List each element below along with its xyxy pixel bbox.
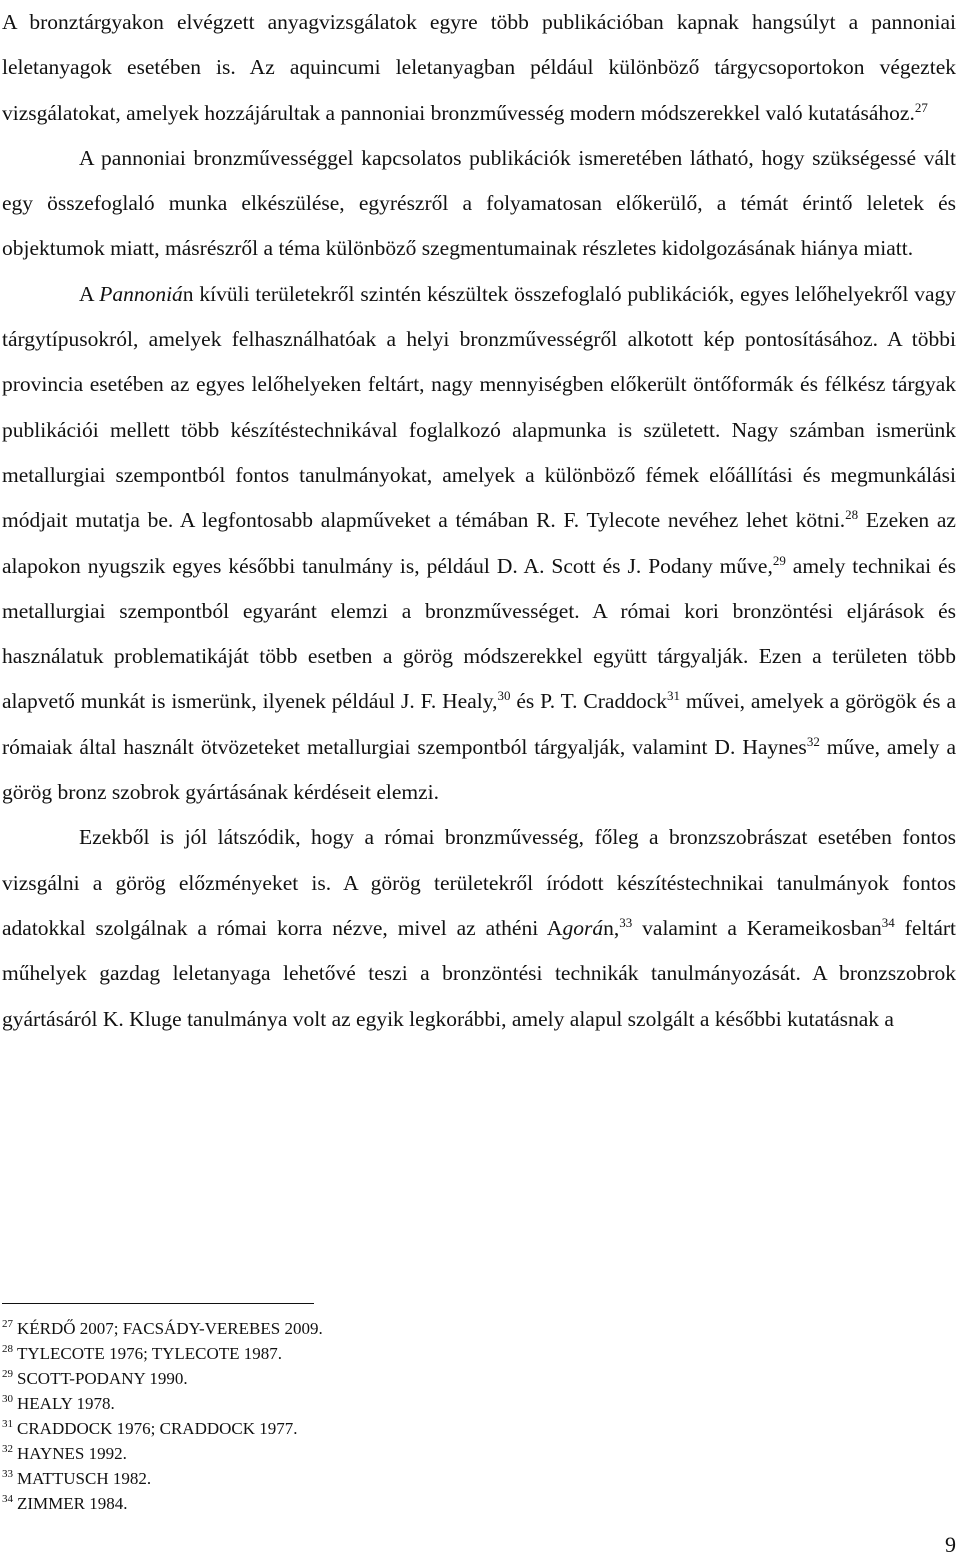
paragraph bbox=[2, 0, 956, 136]
footnote-text: MATTUSCH 1982. bbox=[17, 1469, 152, 1488]
footnote bbox=[2, 1316, 702, 1341]
footnote-number: 33 bbox=[2, 1468, 13, 1481]
footnote bbox=[2, 1416, 702, 1441]
footnote bbox=[2, 1441, 702, 1466]
footnote-ref: 27 bbox=[914, 99, 928, 115]
footnote-ref: 31 bbox=[667, 688, 681, 704]
text-run: műve, amely a görög bronz szobrok gyártásának kérdéseit elemzi. bbox=[2, 734, 956, 805]
footnote-number: 30 bbox=[2, 1393, 13, 1406]
footnote-ref: 28 bbox=[845, 507, 859, 523]
footnote bbox=[2, 1366, 702, 1391]
footnote-text: SCOTT-PODANY 1990. bbox=[17, 1369, 188, 1388]
footnote-text: TYLECOTE 1976; TYLECOTE 1987. bbox=[17, 1344, 283, 1363]
text-run: amely technikai és metallurgiai szempontból egyaránt elemzi a bronzművességet. A római kori bronzöntési eljárások és használatuk problematikáját több esetben a görög módszerekkel együtt tárgyalják. Ezen a területen több alapvető munkát is ismerünk, ilyenek például J. F. Healy, bbox=[2, 553, 956, 714]
footnote-separator bbox=[2, 1303, 314, 1304]
text-run: művei, amelyek a görögök és a rómaiak által használt ötvözeteket metallurgiai szempontból tárgyalják, valamint D. Haynes bbox=[2, 689, 956, 759]
text-run: feltárt műhelyek gazdag leletanyaga lehetővé teszi a bronzöntési technikák tanulmányozását. A bronzszobrok gyártásáról K. Kluge tanulmánya volt az egyik legkorábbi, amely alapul szolgált a későbbi kutatásnak a bbox=[2, 915, 956, 1031]
text-run: Ezekből is jól látszódik, hogy a római bronzművesség, főleg a bronzszobrászat esetében fontos vizsgálni a görög előzményeket is. A görög területekről íródott készítéstechnikai tanulmányok fontos adatokkal szolgálnak a római korra nézve, mivel az athéni A bbox=[2, 825, 956, 940]
footnote bbox=[2, 1466, 702, 1491]
footnote-number: 32 bbox=[2, 1443, 13, 1456]
page-number: 9 bbox=[945, 1532, 956, 1557]
italic-text: Pannoniá bbox=[99, 281, 183, 306]
footnote-text: CRADDOCK 1976; CRADDOCK 1977. bbox=[17, 1419, 298, 1438]
footnote-text: HEALY 1978. bbox=[17, 1394, 115, 1413]
footnote-number: 29 bbox=[2, 1368, 13, 1381]
footnote-text: KÉRDŐ 2007; FACSÁDY-VEREBES 2009. bbox=[17, 1319, 323, 1338]
paragraph bbox=[2, 815, 956, 1041]
footnote-number: 34 bbox=[2, 1493, 13, 1506]
footnote bbox=[2, 1391, 702, 1416]
paragraph bbox=[2, 136, 956, 272]
paragraph bbox=[2, 272, 956, 816]
text-run: n kívüli területekről szintén készültek összefoglaló publikációk, egyes lelőhelyekről vagy tárgytípusokról, amelyek felhasználhatóak a helyi bronzművességről alkotott kép pontosításához. A többi provincia esetében az egyes lelőhelyeken feltárt, nagy mennyiségben előkerült öntőformák és félkész tárgyak publikációi mellett több készítéstechnikával foglalkozó alapmunka is született. Nagy számban ismerünk metallurgiai szempontból fontos tanulmányokat, amelyek a különböző fémek előállítási és megmunkálási módjait mutatja be. A legfontosabb alapműveket a témában R. F. Tylecote nevéhez lehet kötni. bbox=[2, 281, 956, 533]
footnote-ref: 32 bbox=[806, 733, 820, 749]
footnote bbox=[2, 1491, 702, 1516]
text-run: Ezeken az alapokon nyugszik egyes későbbi tanulmány is, például D. A. Scott és J. Podany műve, bbox=[2, 508, 956, 578]
footnote-ref: 34 bbox=[881, 914, 895, 930]
text-run: n, bbox=[603, 915, 620, 940]
footnote-ref: 30 bbox=[497, 688, 511, 704]
footnote-number: 27 bbox=[2, 1318, 13, 1331]
text-run: A bronztárgyakon elvégzett anyagvizsgálatok egyre több publikációban kapnak hangsúlyt a pannoniai leletanyagok esetében is. Az aquincumi leletanyagban például különböző tárgycsoportokon végeztek vizsgálatokat, amelyek hozzájárultak a pannoniai bronzművesség modern módszerekkel való kutatásához. bbox=[2, 10, 956, 125]
footnote-ref: 29 bbox=[772, 552, 786, 568]
text-run: A bbox=[79, 281, 100, 306]
footnote bbox=[2, 1341, 702, 1366]
footnote-number: 28 bbox=[2, 1343, 13, 1356]
footnote-number: 31 bbox=[2, 1418, 13, 1431]
footnote-text: ZIMMER 1984. bbox=[17, 1494, 128, 1513]
text-run: és P. T. Craddock bbox=[510, 689, 668, 714]
footnote-ref: 33 bbox=[619, 914, 633, 930]
italic-text: gorá bbox=[562, 915, 604, 940]
footnotes bbox=[2, 1316, 702, 1516]
text-run: A pannoniai bronzművességgel kapcsolatos publikációk ismeretében látható, hogy szükségessé vált egy összefoglaló munka elkészülése, egyrészről a folyamatosan előkerülő, a témát érintő leletek és objektumok miatt, másrészről a téma különböző szegmentumainak részletes kidolgozásának hiánya miatt. bbox=[2, 145, 956, 261]
body-text bbox=[2, 0, 956, 1042]
footnote-text: HAYNES 1992. bbox=[17, 1444, 127, 1463]
text-run: valamint a Kerameikosban bbox=[632, 915, 882, 940]
